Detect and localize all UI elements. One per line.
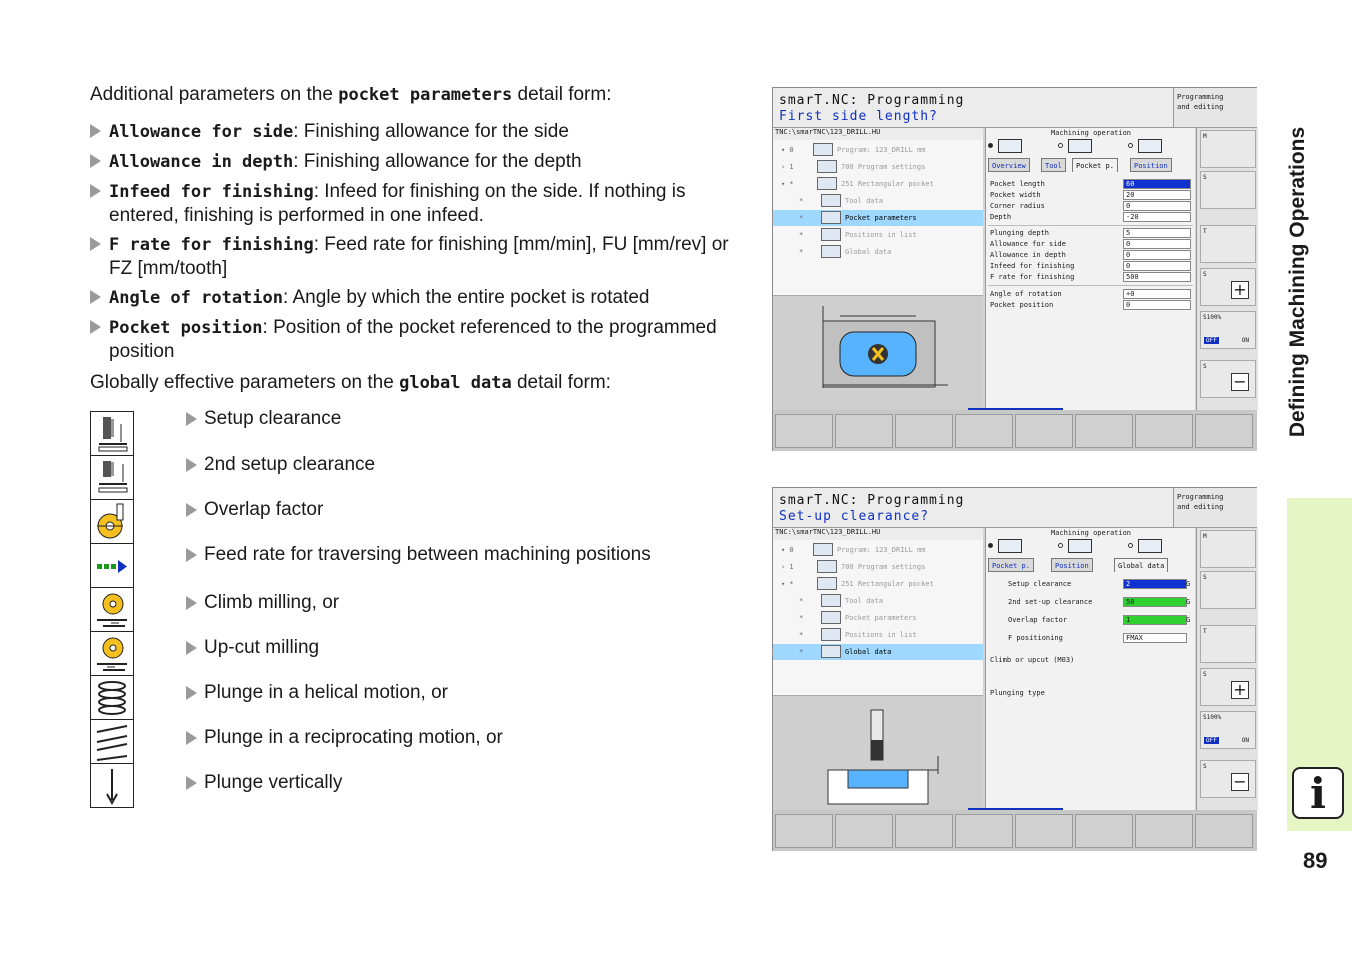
screen-header (773, 88, 1173, 128)
plunging-type-row (990, 688, 1195, 699)
detail-form (985, 528, 1195, 810)
triangle-bullet-icon (186, 412, 197, 426)
tree-marker: › 1 (781, 163, 794, 171)
icon-item-label: Setup clearance (204, 408, 342, 429)
triangle-bullet-icon (186, 503, 197, 517)
program-icon (813, 543, 833, 556)
field-label: Pocket position (990, 301, 1054, 309)
tree-row[interactable] (773, 559, 983, 575)
tree-label: Global data (845, 248, 892, 256)
mode-indicator (1173, 88, 1257, 128)
second-setup-clearance-icon (90, 455, 134, 500)
icon-item-helical-plunge (186, 682, 448, 704)
icon-item-label: 2nd setup clearance (204, 454, 376, 475)
operation-option[interactable] (1058, 138, 1098, 154)
tree-marker: * (799, 197, 804, 205)
tree-label: Tool data (845, 597, 883, 605)
softkey[interactable] (895, 814, 953, 848)
softkey-label: T (1203, 628, 1207, 635)
tool-icon (821, 194, 841, 207)
triangle-bullet-icon (90, 154, 101, 168)
field-row (990, 201, 1195, 212)
field-input-active[interactable]: 60 (1123, 179, 1191, 189)
softkey-label: S (1203, 763, 1207, 770)
icon-item-label: Plunge in a reciprocating motion, or (204, 727, 503, 748)
triangle-bullet-icon (186, 548, 197, 562)
field-label: Allowance in depth (990, 251, 1066, 259)
icon-item-label: Plunge in a helical motion, or (204, 682, 448, 703)
field-row (990, 633, 1195, 644)
field-label: 2nd set-up clearance (1008, 598, 1093, 606)
tree-marker: * (799, 214, 804, 222)
spindle-minus-button[interactable] (1200, 360, 1256, 398)
softkey-label: M (1203, 133, 1207, 140)
floor-finishing-icon (1068, 539, 1092, 553)
tree-row[interactable] (773, 227, 983, 243)
helical-plunge-icon (90, 675, 134, 720)
icon-item-label: Overlap factor (204, 499, 324, 520)
tree-marker: ▾ 0 (781, 546, 794, 554)
clearance-preview (773, 695, 983, 810)
field-row (990, 179, 1195, 190)
mode-line: and editing (1177, 503, 1224, 511)
field-input[interactable]: 50 (1123, 597, 1187, 607)
field-label: F rate for finishing (990, 273, 1075, 281)
field-label: Depth (990, 213, 1012, 221)
tab-position[interactable]: Position (1051, 558, 1093, 572)
global-flag: G (1186, 580, 1191, 588)
field-row (990, 261, 1195, 272)
program-tree (773, 540, 983, 695)
spindle-plus-button[interactable] (1200, 268, 1256, 306)
on-label: ON (1241, 737, 1249, 744)
tree-label: Pocket parameters (845, 614, 917, 622)
mode-indicator (1173, 488, 1257, 528)
on-label: ON (1241, 337, 1249, 344)
icon-item-2nd-setup-clearance (186, 454, 375, 476)
intro-text: detail form: (512, 84, 612, 105)
field-label: Overlap factor (1008, 616, 1068, 624)
triangle-bullet-icon (186, 458, 197, 472)
triangle-bullet-icon (186, 641, 197, 655)
field-row (990, 300, 1195, 311)
spindle-plus-button[interactable] (1200, 668, 1256, 706)
side-finishing-icon (1138, 139, 1162, 153)
field-row (990, 212, 1195, 223)
off-label: OFF (1206, 737, 1217, 744)
bullet-allowance-side (90, 120, 750, 144)
bullet-allowance-depth (90, 150, 750, 174)
tab-tool[interactable]: Tool (1041, 158, 1066, 172)
softkey-label: S100% (1203, 314, 1222, 321)
spindle-button[interactable] (1200, 171, 1256, 209)
minus-icon: − (1231, 773, 1249, 791)
screenshot-global-data (772, 487, 1257, 851)
softkey[interactable] (775, 814, 833, 848)
radio-dot (988, 143, 993, 148)
screen-title: smarT.NC: Programming (779, 93, 965, 108)
field-input[interactable]: 0 (1123, 300, 1191, 310)
operation-option[interactable] (1058, 538, 1098, 554)
field-row (990, 597, 1195, 608)
param-name: F rate for finishing (109, 235, 314, 255)
tree-marker: › 1 (781, 563, 794, 571)
mode-line: and editing (1177, 103, 1224, 111)
tree-marker: * (799, 597, 804, 605)
triangle-bullet-icon (186, 776, 197, 790)
radio-dot (1058, 143, 1063, 148)
tree-row[interactable] (773, 542, 983, 558)
field-input[interactable]: 0 (1123, 201, 1191, 211)
softkey[interactable] (835, 814, 893, 848)
tool-icon (821, 594, 841, 607)
triangle-bullet-icon (90, 184, 101, 198)
chapter-title-vertical (1282, 97, 1314, 467)
softkey[interactable] (955, 814, 1013, 848)
feed-rate-traverse-icon (90, 543, 134, 588)
field-row (990, 615, 1195, 626)
positions-icon (821, 228, 841, 241)
softkey-label: S (1203, 574, 1207, 581)
up-cut-milling-icon (90, 631, 134, 676)
spindle-button[interactable] (1200, 571, 1256, 609)
param-name: Angle of rotation (109, 288, 283, 308)
tool-button[interactable] (1200, 625, 1256, 663)
bullet-angle-rotation (90, 286, 750, 310)
tree-marker: ▾ * (781, 180, 794, 188)
code-term: pocket parameters (338, 85, 513, 105)
field-label: F positioning (1008, 634, 1063, 642)
icon-item-vertical-plunge (186, 772, 342, 794)
tree-row[interactable] (773, 627, 983, 643)
setup-clearance-icon (90, 411, 134, 456)
triangle-bullet-icon (90, 237, 101, 251)
field-input[interactable]: -20 (1123, 212, 1191, 222)
form-tabs (986, 158, 1196, 172)
param-desc: : Angle by which the entire pocket is rotated (283, 287, 650, 308)
tree-row[interactable] (773, 610, 983, 626)
softkey[interactable] (895, 414, 953, 448)
field-label: Climb or upcut (M03) (990, 656, 1075, 664)
radio-dot (1128, 143, 1133, 148)
field-input[interactable]: FMAX (1123, 633, 1187, 643)
intro-text: detail form: (511, 372, 611, 393)
tab-global-data[interactable]: Global data (1114, 558, 1168, 572)
operation-option[interactable] (1128, 138, 1168, 154)
m-function-button[interactable] (1200, 130, 1256, 168)
tree-row[interactable] (773, 576, 983, 592)
softkey-label: S (1203, 174, 1207, 181)
icon-item-setup-clearance (186, 408, 341, 430)
climb-milling-icon (90, 587, 134, 632)
softkey[interactable] (1015, 814, 1073, 848)
plus-icon: + (1231, 681, 1249, 699)
field-row (990, 272, 1195, 283)
icon-item-overlap-factor (186, 499, 323, 521)
bullet-pocket-position (90, 316, 750, 363)
softkey[interactable] (1195, 414, 1253, 448)
program-icon (813, 143, 833, 156)
softkey[interactable] (775, 414, 833, 448)
field-label: Infeed for finishing (990, 262, 1075, 270)
screen-question: Set-up clearance? (779, 509, 930, 524)
bullet-f-rate-finishing (90, 233, 750, 280)
softkey[interactable] (1195, 814, 1253, 848)
tree-label: Program: 123_DRILL mm (837, 546, 926, 554)
field-input-active[interactable]: 2 (1123, 579, 1187, 589)
field-input[interactable]: 1 (1123, 615, 1187, 625)
softkey-label: S (1203, 671, 1207, 678)
param-desc: : Infeed for finishing on the side. If nothing is entered, finishing is performed in one infeed. (109, 181, 686, 226)
m-function-button[interactable] (1200, 530, 1256, 568)
field-label: Plunging type (990, 689, 1045, 697)
tree-label: Global data (845, 648, 892, 656)
reciprocating-plunge-icon (90, 719, 134, 764)
mode-line: Programming (1177, 493, 1224, 501)
operation-label: Machining operation (1050, 529, 1132, 537)
tree-label: Pocket parameters (845, 214, 917, 222)
screenshot-pocket-parameters (772, 87, 1257, 451)
form-separator (988, 285, 1193, 286)
clearance-graphic (773, 696, 983, 811)
tree-row[interactable] (773, 142, 983, 158)
intro-text: Globally effective parameters on the (90, 372, 400, 393)
field-input[interactable]: 5 (1123, 228, 1191, 238)
intro-paragraph-pocket (90, 84, 611, 106)
softkey[interactable] (1135, 814, 1193, 848)
program-tree (773, 140, 983, 295)
field-label: Pocket width (990, 191, 1041, 199)
tree-row[interactable] (773, 176, 983, 192)
roughing-icon (998, 139, 1022, 153)
triangle-bullet-icon (90, 290, 101, 304)
spindle-override-button[interactable] (1200, 711, 1256, 749)
icon-item-label: Climb milling, or (204, 592, 340, 613)
tab-overview[interactable]: Overview (988, 158, 1030, 172)
field-label: Pocket length (990, 180, 1045, 188)
spindle-override-button[interactable] (1200, 311, 1256, 349)
param-desc: : Position of the pocket referenced to the programmed position (109, 317, 717, 362)
softkey[interactable] (1135, 414, 1193, 448)
tree-marker: * (799, 614, 804, 622)
radio-dot (1058, 543, 1063, 548)
field-row (990, 250, 1195, 261)
tree-label: Tool data (845, 197, 883, 205)
icon-item-reciprocating-plunge (186, 727, 503, 749)
pocket-icon (817, 577, 837, 590)
field-input[interactable]: 500 (1123, 272, 1191, 282)
positions-icon (821, 628, 841, 641)
side-softkeys (1196, 128, 1258, 410)
minus-icon: − (1231, 373, 1249, 391)
triangle-bullet-icon (90, 320, 101, 334)
tree-row[interactable] (773, 593, 983, 609)
field-input[interactable]: 20 (1123, 190, 1191, 200)
program-path: TNC:\smarTNC\123_DRILL.HU (773, 528, 983, 540)
icon-item-climb-milling (186, 592, 339, 614)
tree-row[interactable] (773, 159, 983, 175)
triangle-bullet-icon (186, 731, 197, 745)
icon-item-feed-rate (186, 544, 651, 566)
tree-marker: * (799, 231, 804, 239)
tree-marker: * (799, 648, 804, 656)
icon-item-label: Feed rate for traversing between machining positions (204, 544, 651, 565)
softkey[interactable] (1075, 414, 1133, 448)
field-label: Angle of rotation (990, 290, 1062, 298)
tab-position[interactable]: Position (1130, 158, 1172, 172)
form-tabs (986, 558, 1196, 572)
off-label: OFF (1206, 337, 1217, 344)
param-name: Allowance in depth (109, 152, 294, 172)
tree-row-selected[interactable] (773, 644, 983, 660)
tree-row[interactable] (773, 193, 983, 209)
form-separator (988, 225, 1193, 226)
tree-marker: * (799, 631, 804, 639)
softkey[interactable] (1075, 814, 1133, 848)
field-label: Plunging depth (990, 229, 1050, 237)
operation-option[interactable] (1128, 538, 1168, 554)
triangle-bullet-icon (186, 686, 197, 700)
screen-title: smarT.NC: Programming (779, 493, 965, 508)
field-row (990, 228, 1195, 239)
param-name: Pocket position (109, 318, 263, 338)
global-data-icon-column (90, 412, 134, 808)
screen-question: First side length? (779, 109, 938, 124)
param-desc: : Finishing allowance for the depth (293, 151, 582, 172)
side-softkeys (1196, 528, 1258, 810)
tree-label: 251 Rectangular pocket (841, 180, 934, 188)
softkey[interactable] (955, 414, 1013, 448)
pocket-params-icon (821, 211, 841, 224)
global-flag: G (1186, 616, 1191, 624)
param-desc: : Feed rate for finishing [mm/min], FU [mm/rev] or FZ [mm/tooth] (109, 234, 729, 279)
field-input[interactable]: 0 (1123, 261, 1191, 271)
field-row (990, 190, 1195, 201)
settings-icon (817, 560, 837, 573)
field-input[interactable]: +0 (1123, 289, 1191, 299)
tool-button[interactable] (1200, 225, 1256, 263)
tree-marker: * (799, 248, 804, 256)
param-desc: : Finishing allowance for the side (293, 121, 569, 142)
softkey[interactable] (835, 414, 893, 448)
tree-label: Positions in list (845, 231, 917, 239)
icon-item-up-cut-milling (186, 637, 319, 659)
overlap-factor-icon (90, 499, 134, 544)
vertical-plunge-icon (90, 763, 134, 808)
param-name: Allowance for side (109, 122, 294, 142)
softkey-label: S100% (1203, 714, 1222, 721)
softkey-label: S (1203, 271, 1207, 278)
tree-row-selected[interactable] (773, 210, 983, 226)
softkey-label: T (1203, 228, 1207, 235)
detail-form (985, 128, 1195, 410)
softkey-label: S (1203, 363, 1207, 370)
plus-icon: + (1231, 281, 1249, 299)
info-icon: i (1292, 767, 1344, 819)
param-name: Infeed for finishing (109, 182, 314, 202)
pocket-icon (817, 177, 837, 190)
icon-item-label: Plunge vertically (204, 772, 343, 793)
radio-dot (988, 543, 993, 548)
icon-item-label: Up-cut milling (204, 637, 320, 658)
settings-icon (817, 160, 837, 173)
pocket-graphic (773, 296, 983, 411)
intro-text: Additional parameters on the (90, 84, 339, 105)
tree-label: Positions in list (845, 631, 917, 639)
climb-upcut-row (990, 655, 1195, 666)
softkey[interactable] (1015, 414, 1073, 448)
pocket-params-icon (821, 611, 841, 624)
field-input[interactable]: 0 (1123, 239, 1191, 249)
globe-icon (821, 245, 841, 258)
bullet-infeed-finishing (90, 180, 750, 227)
tree-label: 251 Rectangular pocket (841, 580, 934, 588)
code-term: global data (399, 373, 512, 393)
triangle-bullet-icon (186, 596, 197, 610)
tree-label: 700 Program settings (841, 563, 926, 571)
tree-marker: ▾ * (781, 580, 794, 588)
page-number: 89 (1303, 848, 1328, 873)
field-label: Setup clearance (1008, 580, 1072, 588)
intro-paragraph-global (90, 372, 611, 394)
field-label: Corner radius (990, 202, 1045, 210)
tree-label: Program: 123_DRILL mm (837, 146, 926, 154)
field-row (990, 579, 1195, 590)
pocket-preview (773, 295, 983, 410)
field-row (990, 239, 1195, 250)
field-input[interactable]: 0 (1123, 250, 1191, 260)
field-row (990, 289, 1195, 300)
screen-header (773, 488, 1173, 528)
operation-option[interactable] (988, 138, 1028, 154)
softkey-row (773, 810, 1257, 851)
operation-option[interactable] (988, 538, 1028, 554)
floor-finishing-icon (1068, 139, 1092, 153)
triangle-bullet-icon (90, 124, 101, 138)
tree-marker: ▾ 0 (781, 146, 794, 154)
field-label: Allowance for side (990, 240, 1066, 248)
tab-pocket-params[interactable]: Pocket p. (988, 558, 1034, 572)
program-path: TNC:\smarTNC\123_DRILL.HU (773, 128, 983, 140)
mode-line: Programming (1177, 93, 1224, 101)
softkey-row (773, 410, 1257, 451)
tree-row[interactable] (773, 244, 983, 260)
roughing-icon (998, 539, 1022, 553)
pocket-parameter-list (90, 120, 750, 369)
side-finishing-icon (1138, 539, 1162, 553)
radio-dot (1128, 543, 1133, 548)
chapter-title-text: Defining Machining Operations (1286, 126, 1309, 438)
global-flag: G (1186, 598, 1191, 606)
operation-label: Machining operation (1050, 129, 1132, 137)
softkey-label: M (1203, 533, 1207, 540)
spindle-minus-button[interactable] (1200, 760, 1256, 798)
tree-label: 700 Program settings (841, 163, 926, 171)
globe-icon (821, 645, 841, 658)
tab-pocket-params[interactable]: Pocket p. (1072, 158, 1118, 172)
